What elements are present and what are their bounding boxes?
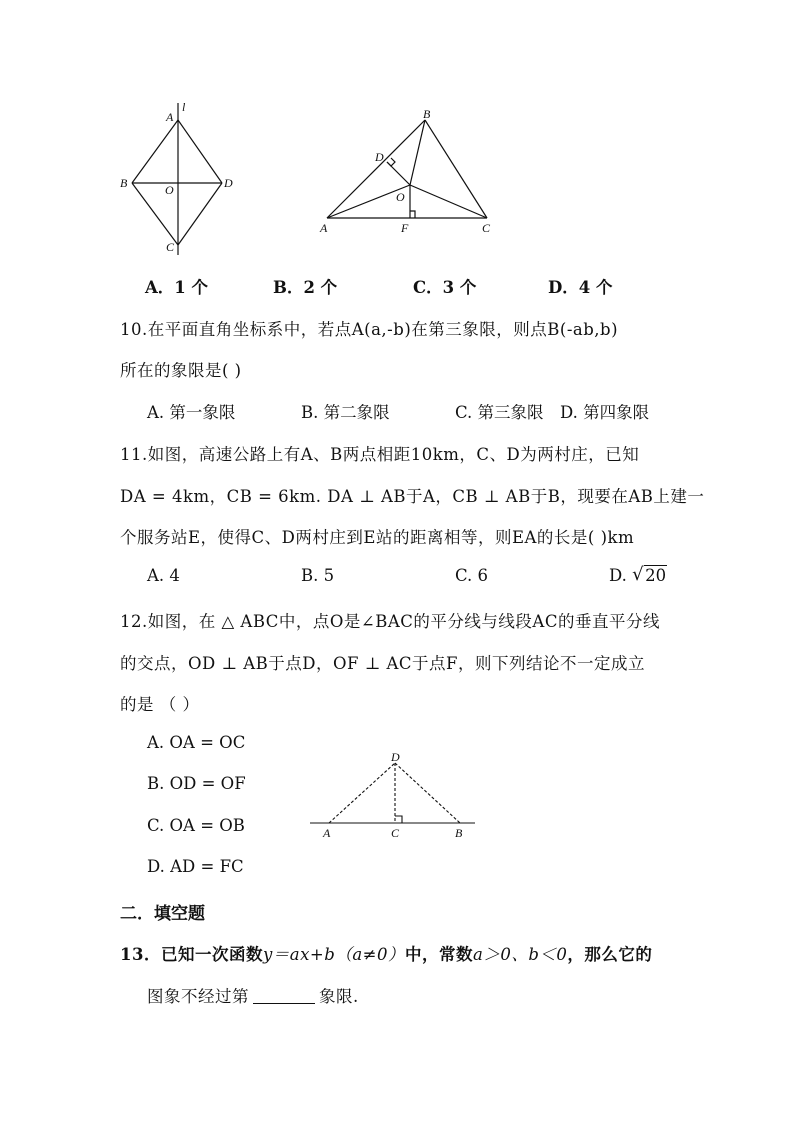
label-O: O <box>165 183 174 197</box>
label-A: A <box>320 221 328 235</box>
q12-line3: 的是 （ ） <box>120 695 200 714</box>
q10-option-b: B. 第二象限 <box>301 403 390 422</box>
sqrt-radicand: 20 <box>645 566 667 585</box>
label-B: B <box>423 107 431 121</box>
label-F: F <box>401 221 409 235</box>
sqrt-expression: √ 20 <box>632 564 667 585</box>
label-C: C <box>391 826 400 840</box>
answer-blank[interactable] <box>253 989 315 1004</box>
q12-option-a: A. OA = OC <box>147 733 246 752</box>
label-B: B <box>120 176 128 190</box>
label-D: D <box>391 750 400 764</box>
label-A: A <box>323 826 331 840</box>
q11-option-d-label: D. <box>609 566 633 585</box>
label-l: l <box>182 100 186 114</box>
q13-condition: a＞0、b＜0 <box>472 945 568 964</box>
q12-option-c: C. OA = OB <box>147 816 245 835</box>
q10-option-a: A. 第一象限 <box>147 403 236 422</box>
label-A: A <box>166 110 174 124</box>
q11-option-d <box>609 566 667 585</box>
q13-line2-prefix: 图象不经过第 <box>147 987 249 1006</box>
section2-title: 二．填空题 <box>120 904 205 924</box>
q11-option-b: B. 5 <box>301 566 335 585</box>
label-C: C <box>482 221 491 235</box>
q10-line1: 10.在平面直角坐标系中，若点A(a,-b)在第三象限，则点B(-ab,b) <box>120 320 619 339</box>
right-angle-figure <box>305 745 485 845</box>
q10-option-c: C. 第三象限 <box>455 403 544 422</box>
rhombus-figure <box>110 95 250 260</box>
q11-line2: DA = 4km，CB = 6km. DA ⊥ AB于A，CB ⊥ AB于B，现要在AB上建一 <box>120 487 705 506</box>
q13-prefix: 13．已知一次函数 <box>120 945 263 964</box>
label-D: D <box>224 176 233 190</box>
q12-line1: 12.如图，在 △ ABC中，点O是∠BAC的平分线与线段AC的垂直平分线 <box>120 612 660 631</box>
q10-line2: 所在的象限是( ) <box>120 361 242 380</box>
q13-line1 <box>120 941 652 965</box>
q11-option-a: A. 4 <box>147 566 180 585</box>
q9-option-c: C．3 个 <box>413 278 477 297</box>
q12-option-b: B. OD = OF <box>147 774 246 793</box>
label-B: B <box>455 826 463 840</box>
q11-line3: 个服务站E，使得C、D两村庄到E站的距离相等，则EA的长是( )km <box>120 528 635 547</box>
q13-suffix: ，那么它的 <box>567 945 653 964</box>
q13-line2-suffix: 象限. <box>319 987 359 1006</box>
q11-line1: 11.如图，高速公路上有A、B两点相距10km，C、D为两村庄，已知 <box>120 445 640 464</box>
q12-option-d: D. AD = FC <box>147 857 244 876</box>
q13-line2 <box>147 983 359 1007</box>
label-C: C <box>166 240 175 254</box>
q13-mid: 中，常数 <box>404 945 473 964</box>
q13-formula: y＝ax+b（a≠0） <box>262 945 405 964</box>
label-D: D <box>375 150 384 164</box>
q9-option-b: B．2 个 <box>273 278 338 297</box>
q12-line2: 的交点，OD ⊥ AB于点D，OF ⊥ AC于点F，则下列结论不一定成立 <box>120 654 646 673</box>
label-O: O <box>396 190 405 204</box>
q9-option-d: D．4 个 <box>548 278 613 297</box>
triangle-figure <box>315 105 505 240</box>
q9-option-a: A．1 个 <box>145 278 209 297</box>
q11-option-c: C. 6 <box>455 566 489 585</box>
q10-option-d: D. 第四象限 <box>560 403 650 422</box>
